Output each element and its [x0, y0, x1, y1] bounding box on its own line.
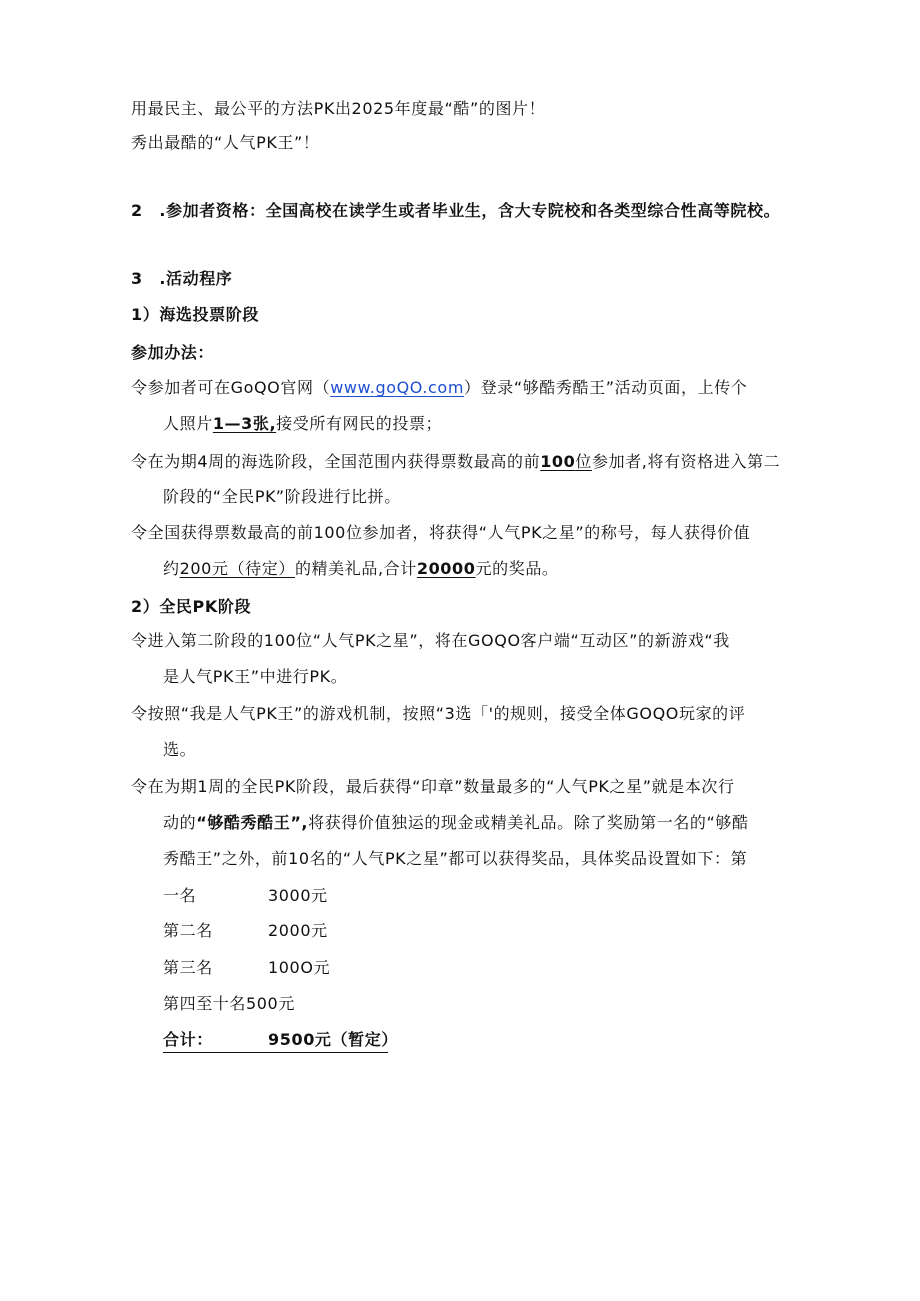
total-amount: 9500元（暂定）	[268, 1030, 398, 1049]
stage1-item-1-line-2	[163, 413, 442, 435]
prize-rank-3: 第三名	[163, 958, 213, 977]
total-label: 合计：	[163, 1030, 213, 1049]
item-text: 人照片	[163, 414, 213, 433]
item-text: 的精美礼品,合计	[294, 559, 417, 578]
item-text: ）登录“够酷秀酷王”活动页面，上传个	[464, 378, 748, 397]
prize-rank-2: 第二名	[163, 921, 213, 940]
gift-value: 200元（待定）	[179, 559, 295, 578]
stage2-item-3-line-2	[163, 812, 749, 834]
stage2-item-2-line-1: 令按照“我是人气PK王”的游戏机制，按照“3选「'的规则，接受全体GOQO玩家的评	[131, 704, 746, 723]
intro-line-2: 秀出最酷的“人气PK王”！	[131, 133, 320, 152]
item-text: 令参加者可在GoQO官网（	[131, 378, 331, 397]
stage1-item-1-line-1	[131, 377, 747, 399]
stage1-item-3-line-1: 令全国获得票数最高的前100位参加者，将获得“人气PK之星”的称号，每人获得价值	[131, 523, 751, 542]
stage-2-heading: 2）全民PK阶段	[131, 597, 252, 616]
stage2-item-2-line-2: 选。	[163, 740, 197, 759]
item-text: 令在为期4周的海选阶段，全国范围内获得票数最高的前	[131, 452, 541, 471]
top-count: 100	[540, 452, 576, 471]
stage1-item-2-line-1	[131, 451, 780, 473]
item-text: 将获得价值独运的现金或精美礼品。除了奖励第一名的“够酷	[308, 813, 749, 832]
photo-count: 1—3张,	[212, 414, 277, 433]
total-gift-value: 20000	[416, 559, 476, 578]
item-text: 动的	[163, 813, 197, 832]
intro-line-1: 用最民主、最公平的方法PK出2025年度最“酷”的图片！	[131, 99, 546, 118]
official-site-link[interactable]: www.goQO.com	[330, 378, 465, 397]
item-text: 接受所有网民的投票；	[276, 414, 443, 433]
item-text: 位	[575, 452, 592, 471]
stage2-item-1-line-2: 是人气PK王”中进行PK。	[163, 667, 348, 686]
prize-amount-1: 3000元	[268, 886, 328, 905]
item-text: 参加者,将有资格进入第二	[592, 452, 781, 471]
stage1-item-2-line-2: 阶段的“全民PK”阶段进行比拼。	[163, 487, 401, 506]
prize-amount-3: 100O元	[268, 958, 331, 977]
method-label: 参加办法：	[131, 343, 215, 362]
stage2-item-3-line-1: 令在为期1周的全民PK阶段，最后获得“印章”数量最多的“人气PK之星”就是本次行	[131, 777, 735, 796]
item-text: 约	[163, 559, 180, 578]
prize-amount-2: 2000元	[268, 921, 328, 940]
item-text: 元的奖品。	[475, 559, 559, 578]
stage2-item-1-line-1: 令进入第二阶段的100位“人气PK之星”，将在GOQO客户端“互动区”的新游戏“我	[131, 631, 730, 650]
prize-rank-4: 第四至十名500元	[163, 994, 295, 1013]
section-3-heading: 3 .活动程序	[131, 269, 233, 288]
winner-title: “够酷秀酷王”,	[196, 813, 309, 832]
prize-total	[163, 1029, 398, 1053]
section-2-eligibility: 2 .参加者资格：全国高校在读学生或者毕业生，含大专院校和各类型综合性高等院校。	[131, 201, 781, 220]
stage-1-heading: 1）海选投票阶段	[131, 305, 259, 324]
stage2-item-3-line-3: 秀酷王”之外，前10名的“人气PK之星”都可以获得奖品，具体奖品设置如下：第	[163, 849, 748, 868]
stage1-item-3-line-2	[163, 558, 559, 580]
prize-rank-1: 一名	[163, 886, 197, 905]
